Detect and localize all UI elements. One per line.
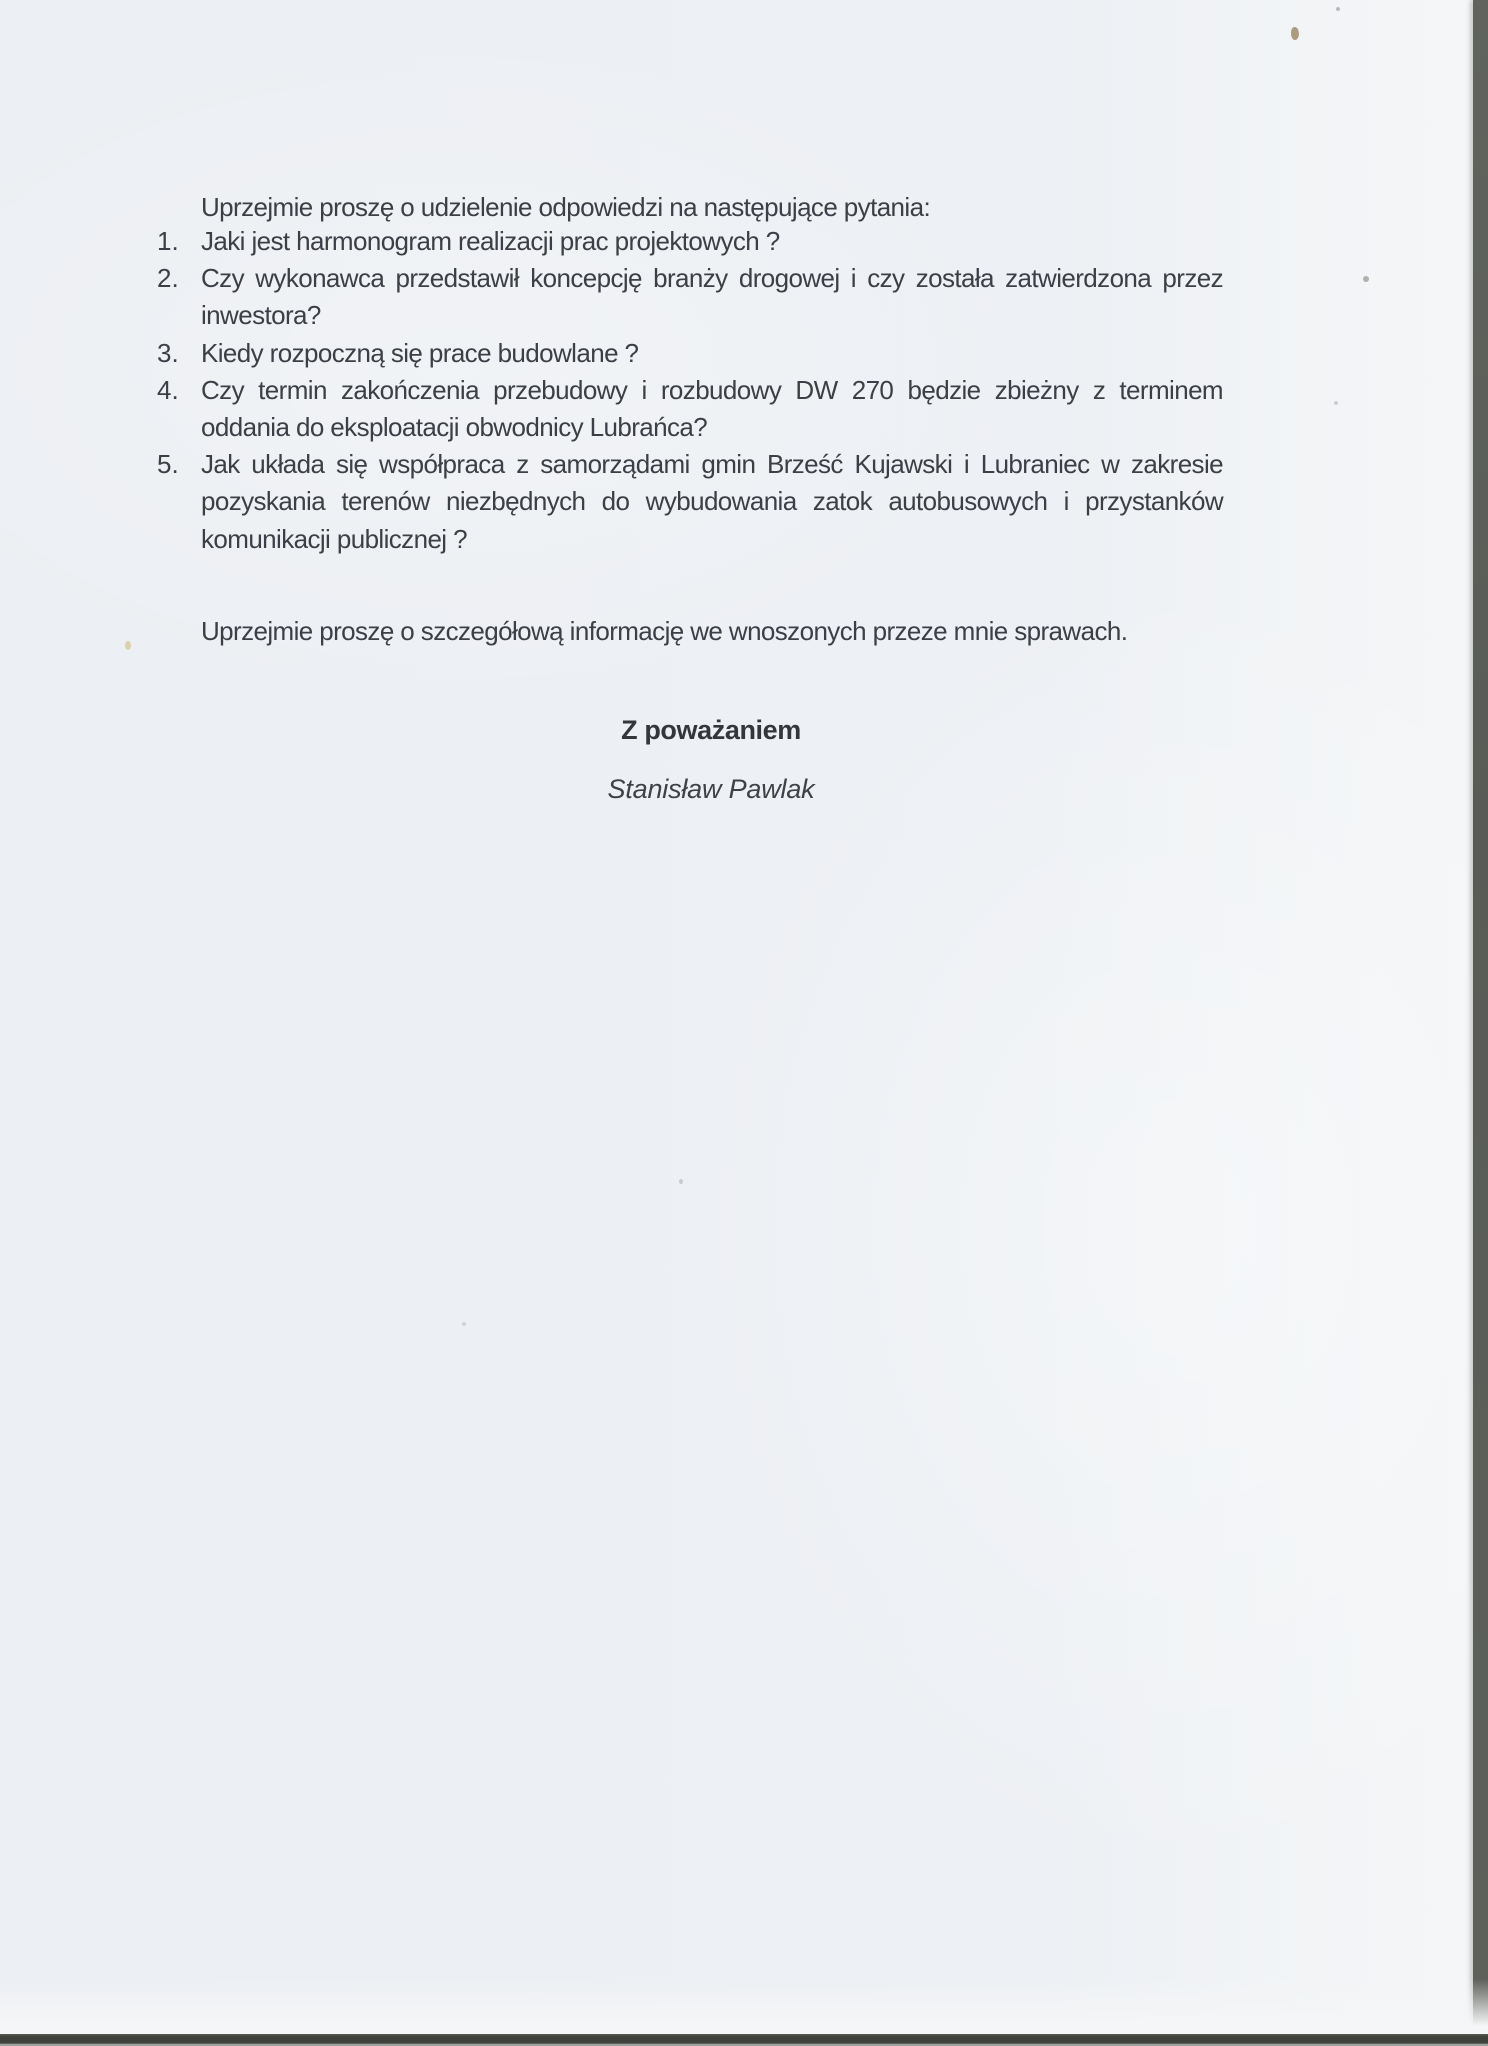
scan-speck (1291, 27, 1299, 40)
question-item-1: Jaki jest harmonogram realizacji prac projektowych ? (201, 226, 780, 256)
scan-speck (462, 1322, 466, 1326)
scan-speck (125, 641, 131, 650)
scan-speck (679, 1179, 683, 1184)
scan-speck (1336, 7, 1340, 11)
scanner-edge-right (1473, 0, 1488, 2046)
scan-speck (1334, 401, 1338, 405)
intro-paragraph: Uprzejmie proszę o udzielenie odpowiedzi na następujące pytania: (201, 192, 931, 222)
closing-paragraph: Uprzejmie proszę o szczegółową informację we wnoszonych przeze mnie sprawach. (201, 616, 1128, 646)
question-item-4: Czy termin zakończenia przebudowy i rozbudowy DW 270 będzie zbieżny z terminem oddania do eksploatacji obwodnicy Lubrańca? (201, 374, 1223, 443)
scan-speck (1363, 276, 1369, 282)
question-item-5: Jak układa się współpraca z samorządami gmin Brześć Kujawski i Lubraniec w zakresie pozyskania terenów niezbędnych do wybudowania zatok autobusowych i przystanków komunikacji publicznej ? (201, 449, 1223, 554)
question-list (157, 223, 1223, 558)
valediction: Z poważaniem (621, 715, 801, 745)
question-item-3: Kiedy rozpoczną się prace budowlane ? (201, 337, 639, 368)
signatory-name: Stanisław Pawlak (607, 774, 815, 804)
scanner-edge-bottom (0, 2034, 1488, 2046)
question-item-2: Czy wykonawca przedstawił koncepcję branży drogowej i czy została zatwierdzona przez inwestora? (201, 263, 1223, 331)
